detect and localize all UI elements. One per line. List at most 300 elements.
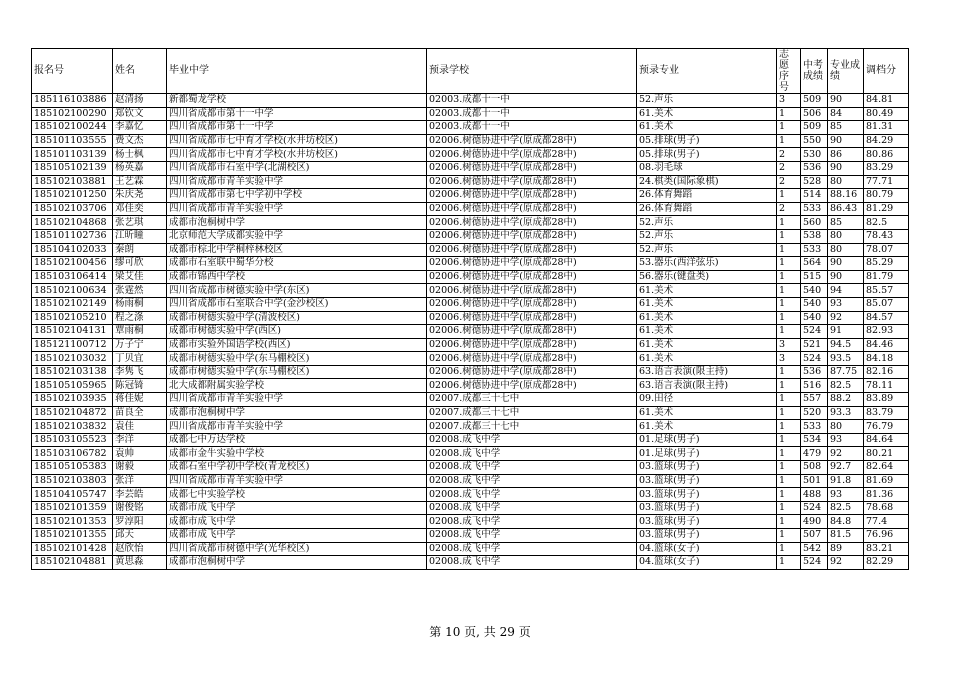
cell-exam-score: 506 — [801, 107, 828, 121]
cell-admitted-major: 03.篮球(男子) — [637, 515, 777, 529]
cell-admitted-major: 61.美术 — [637, 297, 777, 311]
cell-name: 袁帅 — [113, 447, 167, 461]
cell-major-score: 92 — [828, 311, 864, 325]
table-row — [32, 338, 909, 352]
cell-name: 赵清扬 — [113, 94, 167, 108]
cell-major-score: 93 — [828, 488, 864, 502]
cell-final-score: 82.64 — [864, 461, 909, 475]
cell-final-score: 85.07 — [864, 297, 909, 311]
cell-name: 王艺霖 — [113, 175, 167, 189]
cell-name: 张洋 — [113, 474, 167, 488]
cell-graduating-school: 成都市棕北中学桐梓林校区 — [167, 243, 427, 257]
cell-preference-no: 1 — [777, 433, 801, 447]
cell-admitted-major: 53.器乐(西洋弦乐) — [637, 257, 777, 271]
admission-table — [31, 48, 909, 570]
header-admitted-major: 预录专业 — [637, 49, 777, 94]
table-row — [32, 556, 909, 570]
cell-admitted-major: 03.篮球(男子) — [637, 474, 777, 488]
cell-preference-no: 2 — [777, 202, 801, 216]
cell-graduating-school: 成都市锦西中学校 — [167, 270, 427, 284]
cell-major-score: 84.8 — [828, 515, 864, 529]
cell-graduating-school: 四川省成都市第七中学初中学校 — [167, 189, 427, 203]
cell-final-score: 80.21 — [864, 447, 909, 461]
cell-registration-no: 185101103555 — [32, 134, 113, 148]
cell-major-score: 90 — [828, 161, 864, 175]
cell-registration-no: 185102102149 — [32, 297, 113, 311]
cell-name: 万子宁 — [113, 338, 167, 352]
cell-graduating-school: 新都蜀龙学校 — [167, 94, 427, 108]
cell-exam-score: 540 — [801, 311, 828, 325]
cell-name: 覃雨桐 — [113, 325, 167, 339]
cell-exam-score: 557 — [801, 393, 828, 407]
table-row — [32, 270, 909, 284]
cell-final-score: 82.29 — [864, 556, 909, 570]
cell-graduating-school: 成都市树德实验中学(西区) — [167, 325, 427, 339]
table-row — [32, 121, 909, 135]
cell-exam-score: 508 — [801, 461, 828, 475]
cell-name: 费文杰 — [113, 134, 167, 148]
table-row — [32, 447, 909, 461]
cell-graduating-school: 成都市金牛实验中学校 — [167, 447, 427, 461]
cell-name: 江昕瞳 — [113, 229, 167, 243]
cell-major-score: 86.43 — [828, 202, 864, 216]
cell-registration-no: 185101103139 — [32, 148, 113, 162]
table-row — [32, 365, 909, 379]
cell-registration-no: 185102101359 — [32, 501, 113, 515]
cell-admitted-major: 61.美术 — [637, 107, 777, 121]
cell-major-score: 93 — [828, 433, 864, 447]
cell-name: 杨雨桐 — [113, 297, 167, 311]
cell-major-score: 92 — [828, 556, 864, 570]
cell-final-score: 77.4 — [864, 515, 909, 529]
page-number: 第 10 页, 共 29 页 — [429, 625, 531, 639]
cell-final-score: 81.31 — [864, 121, 909, 135]
cell-final-score: 84.29 — [864, 134, 909, 148]
cell-preference-no: 1 — [777, 365, 801, 379]
cell-final-score: 78.11 — [864, 379, 909, 393]
cell-major-score: 92 — [828, 447, 864, 461]
cell-registration-no: 185102101353 — [32, 515, 113, 529]
table-row — [32, 406, 909, 420]
cell-admitted-school: 02008.成飞中学 — [427, 474, 637, 488]
table-row — [32, 542, 909, 556]
table-row — [32, 243, 909, 257]
cell-registration-no: 185102104868 — [32, 216, 113, 230]
header-admitted-school: 预录学校 — [427, 49, 637, 94]
cell-admitted-major: 03.篮球(男子) — [637, 501, 777, 515]
cell-final-score: 84.57 — [864, 311, 909, 325]
cell-admitted-major: 52.声乐 — [637, 94, 777, 108]
table-row — [32, 284, 909, 298]
cell-registration-no: 185104102033 — [32, 243, 113, 257]
cell-major-score: 91 — [828, 325, 864, 339]
cell-admitted-school: 02006.树德协进中学(原成都28中) — [427, 352, 637, 366]
cell-exam-score: 528 — [801, 175, 828, 189]
cell-graduating-school: 成都市石室联中蜀华分校 — [167, 257, 427, 271]
cell-exam-score: 520 — [801, 406, 828, 420]
cell-admitted-school: 02008.成飞中学 — [427, 542, 637, 556]
cell-preference-no: 1 — [777, 515, 801, 529]
cell-graduating-school: 成都市实验外国语学校(西区) — [167, 338, 427, 352]
cell-admitted-school: 02007.成都三十七中 — [427, 420, 637, 434]
table-row — [32, 474, 909, 488]
cell-registration-no: 185102101428 — [32, 542, 113, 556]
cell-registration-no: 185104105747 — [32, 488, 113, 502]
cell-admitted-major: 26.体育舞蹈 — [637, 189, 777, 203]
cell-exam-score: 524 — [801, 501, 828, 515]
cell-admitted-major: 08.羽毛球 — [637, 161, 777, 175]
cell-major-score: 93.5 — [828, 352, 864, 366]
cell-graduating-school: 四川省成都市树德中学(光华校区) — [167, 542, 427, 556]
cell-exam-score: 550 — [801, 134, 828, 148]
cell-name: 谢俊铭 — [113, 501, 167, 515]
header-exam-score: 中考成绩 — [801, 49, 828, 94]
cell-final-score: 82.16 — [864, 365, 909, 379]
cell-name: 杨士枫 — [113, 148, 167, 162]
cell-graduating-school: 成都市成飞中学 — [167, 529, 427, 543]
cell-major-score: 81.5 — [828, 529, 864, 543]
cell-graduating-school: 四川省成都市青羊实验中学 — [167, 175, 427, 189]
cell-admitted-major: 61.美术 — [637, 121, 777, 135]
table-row — [32, 107, 909, 121]
table-row — [32, 501, 909, 515]
header-preference-no: 志愿序号 — [777, 49, 801, 94]
cell-name: 秦朗 — [113, 243, 167, 257]
cell-admitted-school: 02006.树德协进中学(原成都28中) — [427, 338, 637, 352]
cell-final-score: 82.5 — [864, 216, 909, 230]
cell-exam-score: 533 — [801, 202, 828, 216]
cell-preference-no: 2 — [777, 161, 801, 175]
cell-exam-score: 501 — [801, 474, 828, 488]
cell-admitted-school: 02003.成都十一中 — [427, 121, 637, 135]
cell-admitted-major: 61.美术 — [637, 311, 777, 325]
cell-major-score: 88.16 — [828, 189, 864, 203]
table-row — [32, 257, 909, 271]
cell-preference-no: 1 — [777, 216, 801, 230]
cell-preference-no: 2 — [777, 175, 801, 189]
cell-registration-no: 185102100290 — [32, 107, 113, 121]
cell-final-score: 81.29 — [864, 202, 909, 216]
cell-registration-no: 185102103832 — [32, 420, 113, 434]
cell-exam-score: 538 — [801, 229, 828, 243]
cell-major-score: 93 — [828, 297, 864, 311]
table-row — [32, 379, 909, 393]
cell-admitted-school: 02007.成都三十七中 — [427, 406, 637, 420]
cell-preference-no: 1 — [777, 243, 801, 257]
cell-major-score: 80 — [828, 175, 864, 189]
cell-name: 李芸皓 — [113, 488, 167, 502]
cell-major-score: 90 — [828, 270, 864, 284]
cell-graduating-school: 四川省成都市青羊实验中学 — [167, 393, 427, 407]
cell-admitted-school: 02003.成都十一中 — [427, 107, 637, 121]
cell-admitted-school: 02006.树德协进中学(原成都28中) — [427, 202, 637, 216]
table-row — [32, 515, 909, 529]
cell-major-score: 80 — [828, 420, 864, 434]
table-row — [32, 433, 909, 447]
table-row — [32, 393, 909, 407]
cell-exam-score: 514 — [801, 189, 828, 203]
cell-registration-no: 185102103032 — [32, 352, 113, 366]
cell-admitted-school: 02006.树德协进中学(原成都28中) — [427, 148, 637, 162]
cell-final-score: 84.81 — [864, 94, 909, 108]
cell-registration-no: 185102103881 — [32, 175, 113, 189]
cell-final-score: 81.69 — [864, 474, 909, 488]
cell-graduating-school: 四川省成都市七中育才学校(水井坊校区) — [167, 148, 427, 162]
header-graduating-school: 毕业中学 — [167, 49, 427, 94]
table-row — [32, 189, 909, 203]
table-row — [32, 311, 909, 325]
cell-major-score: 84 — [828, 107, 864, 121]
header-name: 姓名 — [113, 49, 167, 94]
table-row — [32, 202, 909, 216]
cell-exam-score: 536 — [801, 161, 828, 175]
cell-graduating-school: 四川省成都市石室联合中学(金沙校区) — [167, 297, 427, 311]
cell-preference-no: 1 — [777, 325, 801, 339]
cell-admitted-school: 02006.树德协进中学(原成都28中) — [427, 284, 637, 298]
cell-registration-no: 185102100456 — [32, 257, 113, 271]
cell-registration-no: 185102104872 — [32, 406, 113, 420]
cell-final-score: 83.79 — [864, 406, 909, 420]
cell-name: 梁艾佳 — [113, 270, 167, 284]
cell-preference-no: 1 — [777, 311, 801, 325]
table-row — [32, 420, 909, 434]
cell-admitted-major: 09.田径 — [637, 393, 777, 407]
cell-admitted-school: 02006.树德协进中学(原成都28中) — [427, 311, 637, 325]
cell-graduating-school: 成都七中实验学校 — [167, 488, 427, 502]
cell-registration-no: 185103106414 — [32, 270, 113, 284]
cell-admitted-school: 02006.树德协进中学(原成都28中) — [427, 216, 637, 230]
cell-preference-no: 1 — [777, 134, 801, 148]
cell-admitted-major: 52.声乐 — [637, 243, 777, 257]
cell-exam-score: 524 — [801, 352, 828, 366]
cell-final-score: 81.79 — [864, 270, 909, 284]
cell-name: 赵欣怡 — [113, 542, 167, 556]
cell-final-score: 83.89 — [864, 393, 909, 407]
cell-final-score: 78.07 — [864, 243, 909, 257]
cell-exam-score: 509 — [801, 121, 828, 135]
cell-graduating-school: 成都市树德实验中学(清波校区) — [167, 311, 427, 325]
cell-admitted-school: 02008.成飞中学 — [427, 488, 637, 502]
table-row — [32, 325, 909, 339]
cell-preference-no: 1 — [777, 270, 801, 284]
cell-graduating-school: 成都市泡桐树中学 — [167, 556, 427, 570]
cell-admitted-major: 61.美术 — [637, 352, 777, 366]
cell-registration-no: 185102103138 — [32, 365, 113, 379]
cell-admitted-major: 61.美术 — [637, 406, 777, 420]
cell-registration-no: 185101102736 — [32, 229, 113, 243]
cell-registration-no: 185102104881 — [32, 556, 113, 570]
cell-admitted-major: 24.棋类(国际象棋) — [637, 175, 777, 189]
cell-admitted-school: 02008.成飞中学 — [427, 529, 637, 543]
cell-final-score: 78.68 — [864, 501, 909, 515]
cell-admitted-major: 61.美术 — [637, 338, 777, 352]
cell-registration-no: 185102100244 — [32, 121, 113, 135]
cell-final-score: 85.29 — [864, 257, 909, 271]
cell-graduating-school: 成都七中万达学校 — [167, 433, 427, 447]
cell-admitted-major: 56.器乐(键盘类) — [637, 270, 777, 284]
cell-preference-no: 1 — [777, 474, 801, 488]
cell-final-score: 80.79 — [864, 189, 909, 203]
cell-admitted-school: 02006.树德协进中学(原成都28中) — [427, 297, 637, 311]
cell-final-score: 84.46 — [864, 338, 909, 352]
cell-admitted-school: 02007.成都三十七中 — [427, 393, 637, 407]
cell-graduating-school: 成都市泡桐树中学 — [167, 216, 427, 230]
table-row — [32, 148, 909, 162]
cell-major-score: 89 — [828, 542, 864, 556]
cell-admitted-school: 02008.成飞中学 — [427, 433, 637, 447]
cell-exam-score: 534 — [801, 433, 828, 447]
cell-final-score: 80.86 — [864, 148, 909, 162]
cell-exam-score: 530 — [801, 148, 828, 162]
cell-final-score: 84.18 — [864, 352, 909, 366]
header-registration-no: 报名号 — [32, 49, 113, 94]
cell-final-score: 83.29 — [864, 161, 909, 175]
cell-admitted-major: 05.排球(男子) — [637, 148, 777, 162]
header-final-score: 调档分 — [864, 49, 909, 94]
cell-major-score: 90 — [828, 257, 864, 271]
cell-name: 邓佳奕 — [113, 202, 167, 216]
cell-preference-no: 1 — [777, 379, 801, 393]
cell-registration-no: 185102104131 — [32, 325, 113, 339]
cell-name: 李洋 — [113, 433, 167, 447]
cell-exam-score: 524 — [801, 556, 828, 570]
cell-admitted-major: 52.声乐 — [637, 229, 777, 243]
cell-registration-no: 185102101355 — [32, 529, 113, 543]
cell-registration-no: 185105102139 — [32, 161, 113, 175]
cell-admitted-major: 05.排球(男子) — [637, 134, 777, 148]
cell-registration-no: 185105105965 — [32, 379, 113, 393]
cell-admitted-major: 61.美术 — [637, 325, 777, 339]
cell-major-score: 80 — [828, 229, 864, 243]
cell-graduating-school: 四川省成都市第十一中学 — [167, 107, 427, 121]
cell-admitted-school: 02008.成飞中学 — [427, 515, 637, 529]
cell-exam-score: 533 — [801, 420, 828, 434]
cell-admitted-school: 02008.成飞中学 — [427, 447, 637, 461]
cell-preference-no: 1 — [777, 189, 801, 203]
cell-registration-no: 185105105383 — [32, 461, 113, 475]
cell-final-score: 76.79 — [864, 420, 909, 434]
cell-major-score: 94.5 — [828, 338, 864, 352]
header-major-score: 专业成绩 — [828, 49, 864, 94]
cell-admitted-major: 03.篮球(男子) — [637, 529, 777, 543]
cell-graduating-school: 四川省成都市树德实验中学(东区) — [167, 284, 427, 298]
cell-exam-score: 488 — [801, 488, 828, 502]
table-body — [32, 94, 909, 570]
table-row — [32, 529, 909, 543]
cell-preference-no: 1 — [777, 406, 801, 420]
cell-graduating-school: 成都市成飞中学 — [167, 501, 427, 515]
table-row — [32, 134, 909, 148]
cell-admitted-school: 02006.树德协进中学(原成都28中) — [427, 270, 637, 284]
cell-admitted-major: 52.声乐 — [637, 216, 777, 230]
cell-final-score: 83.21 — [864, 542, 909, 556]
cell-preference-no: 1 — [777, 461, 801, 475]
cell-name: 缪可欣 — [113, 257, 167, 271]
cell-final-score: 80.49 — [864, 107, 909, 121]
cell-final-score: 78.43 — [864, 229, 909, 243]
cell-exam-score: 479 — [801, 447, 828, 461]
cell-name: 黄思淼 — [113, 556, 167, 570]
table-row — [32, 297, 909, 311]
cell-admitted-school: 02006.树德协进中学(原成都28中) — [427, 175, 637, 189]
cell-graduating-school: 成都市成飞中学 — [167, 515, 427, 529]
cell-admitted-major: 63.语言表演(限主持) — [637, 379, 777, 393]
cell-exam-score: 524 — [801, 325, 828, 339]
cell-preference-no: 1 — [777, 107, 801, 121]
cell-admitted-major: 03.篮球(男子) — [637, 461, 777, 475]
cell-major-score: 87.75 — [828, 365, 864, 379]
cell-exam-score: 540 — [801, 297, 828, 311]
cell-major-score: 86 — [828, 148, 864, 162]
cell-exam-score: 516 — [801, 379, 828, 393]
cell-admitted-school: 02006.树德协进中学(原成都28中) — [427, 365, 637, 379]
cell-preference-no: 1 — [777, 229, 801, 243]
cell-registration-no: 185102103935 — [32, 393, 113, 407]
cell-preference-no: 1 — [777, 393, 801, 407]
cell-preference-no: 1 — [777, 257, 801, 271]
cell-preference-no: 1 — [777, 121, 801, 135]
cell-graduating-school: 成都市树德实验中学(东马棚校区) — [167, 352, 427, 366]
cell-graduating-school: 成都市树德实验中学(东马棚校区) — [167, 365, 427, 379]
cell-final-score: 76.96 — [864, 529, 909, 543]
cell-graduating-school: 四川省成都市青羊实验中学 — [167, 474, 427, 488]
cell-preference-no: 1 — [777, 297, 801, 311]
cell-exam-score: 540 — [801, 284, 828, 298]
cell-exam-score: 521 — [801, 338, 828, 352]
cell-major-score: 91.8 — [828, 474, 864, 488]
cell-registration-no: 185102100634 — [32, 284, 113, 298]
cell-name: 郑钦文 — [113, 107, 167, 121]
cell-name: 张霆然 — [113, 284, 167, 298]
cell-major-score: 80 — [828, 243, 864, 257]
cell-preference-no: 3 — [777, 338, 801, 352]
cell-registration-no: 185102101250 — [32, 189, 113, 203]
cell-exam-score: 490 — [801, 515, 828, 529]
cell-admitted-school: 02003.成都十一中 — [427, 94, 637, 108]
cell-name: 蒋佳妮 — [113, 393, 167, 407]
cell-admitted-major: 01.足球(男子) — [637, 447, 777, 461]
cell-preference-no: 1 — [777, 447, 801, 461]
cell-final-score: 84.64 — [864, 433, 909, 447]
cell-name: 李嘉忆 — [113, 121, 167, 135]
cell-name: 杨英嘉 — [113, 161, 167, 175]
cell-registration-no: 185102103706 — [32, 202, 113, 216]
cell-name: 谢毅 — [113, 461, 167, 475]
cell-exam-score: 507 — [801, 529, 828, 543]
table-header-row — [32, 49, 909, 94]
cell-admitted-school: 02006.树德协进中学(原成都28中) — [427, 379, 637, 393]
cell-major-score: 85 — [828, 121, 864, 135]
cell-registration-no: 185121100712 — [32, 338, 113, 352]
cell-admitted-school: 02006.树德协进中学(原成都28中) — [427, 134, 637, 148]
cell-name: 罗淳阳 — [113, 515, 167, 529]
cell-name: 程之涤 — [113, 311, 167, 325]
cell-final-score: 77.71 — [864, 175, 909, 189]
cell-registration-no: 185116103886 — [32, 94, 113, 108]
cell-registration-no: 185102105210 — [32, 311, 113, 325]
cell-admitted-school: 02006.树德协进中学(原成都28中) — [427, 229, 637, 243]
cell-final-score: 82.93 — [864, 325, 909, 339]
cell-admitted-school: 02006.树德协进中学(原成都28中) — [427, 325, 637, 339]
cell-admitted-major: 26.体育舞蹈 — [637, 202, 777, 216]
cell-admitted-school: 02006.树德协进中学(原成都28中) — [427, 161, 637, 175]
cell-preference-no: 2 — [777, 148, 801, 162]
table-row — [32, 94, 909, 108]
cell-preference-no: 3 — [777, 94, 801, 108]
cell-graduating-school: 四川省成都市青羊实验中学 — [167, 202, 427, 216]
cell-name: 邱天 — [113, 529, 167, 543]
cell-graduating-school: 四川省成都市第十一中学 — [167, 121, 427, 135]
